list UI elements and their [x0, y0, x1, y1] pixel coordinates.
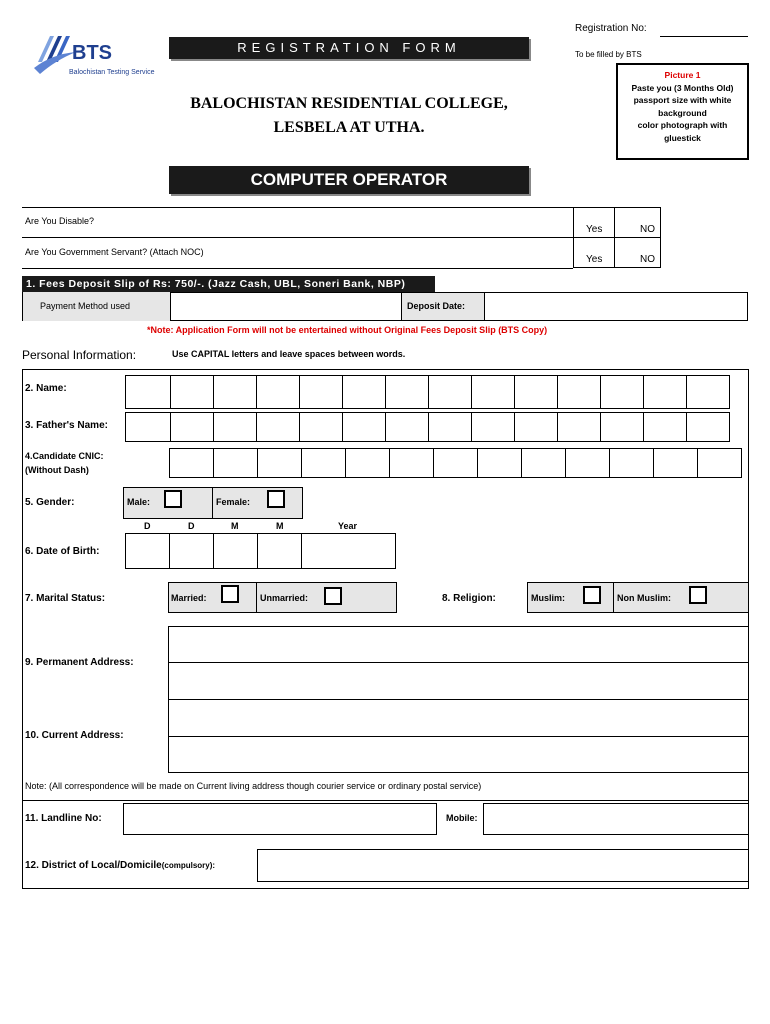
dob-month-label-2: M: [276, 521, 284, 531]
photo-box-title: Picture 1: [664, 70, 701, 80]
male-label: Male:: [127, 497, 151, 507]
district-compulsory: (compulsory):: [161, 861, 216, 870]
form-title: REGISTRATION FORM: [237, 40, 461, 55]
college-name-line1: BALOCHISTAN RESIDENTIAL COLLEGE,: [190, 95, 508, 112]
permanent-address-label: 9. Permanent Address:: [25, 657, 134, 668]
personal-info-heading: Personal Information:: [22, 348, 137, 362]
landline-input[interactable]: [123, 803, 437, 835]
college-name-line2: LESBELA AT UTHA.: [273, 119, 425, 136]
bts-logo: [32, 32, 162, 82]
muslim-label: Muslim:: [531, 593, 566, 603]
landline-label: 11. Landline No:: [25, 813, 102, 824]
religion-label: 8. Religion:: [442, 593, 496, 604]
non-muslim-label: Non Muslim:: [617, 593, 671, 603]
disable-yes[interactable]: Yes: [586, 224, 603, 235]
unmarried-label: Unmarried:: [260, 593, 309, 603]
name-boxes[interactable]: [125, 375, 729, 409]
district-input[interactable]: [257, 849, 749, 882]
male-checkbox[interactable]: [164, 490, 182, 508]
current-address-line1[interactable]: [168, 699, 749, 737]
deposit-date-input[interactable]: [485, 293, 747, 320]
father-name-label: 3. Father's Name:: [25, 420, 108, 431]
post-title-bar: [169, 166, 529, 194]
married-label: Married:: [171, 593, 207, 603]
permanent-address-line2[interactable]: [168, 662, 749, 700]
disable-no[interactable]: NO: [640, 224, 655, 235]
photo-box-line1: Paste you (3 Months Old): [631, 82, 734, 93]
mobile-input[interactable]: [483, 803, 749, 835]
current-address-label: 10. Current Address:: [25, 730, 124, 741]
cnic-label: [25, 449, 104, 477]
cnic-boxes[interactable]: [169, 448, 741, 478]
fees-note: *Note: Application Form will not be entertained without Original Fees Deposit Slip (BTS Copy): [147, 325, 548, 335]
post-title: COMPUTER OPERATOR: [250, 170, 448, 189]
deposit-date-label: Deposit Date:: [407, 301, 466, 311]
photo-box-line4: color photograph with: [637, 120, 728, 130]
disable-question: Are You Disable?: [25, 216, 95, 226]
name-label: 2. Name:: [25, 383, 67, 394]
address-note: Note: (All correspondence will be made on Current living address though courier service or ordinary postal service): [25, 781, 482, 791]
permanent-address-line1[interactable]: [168, 626, 749, 663]
photo-box-line3: background: [658, 107, 707, 118]
current-address-line2[interactable]: [168, 736, 749, 773]
capital-letters-instruction: Use CAPITAL letters and leave spaces between words.: [172, 349, 406, 359]
mobile-label: Mobile:: [446, 813, 478, 823]
govt-servant-no[interactable]: NO: [640, 254, 655, 265]
form-title-bar: [169, 37, 529, 59]
cnic-label-line2: (Without Dash): [25, 465, 89, 475]
muslim-checkbox[interactable]: [583, 586, 601, 604]
govt-servant-question: Are You Government Servant? (Attach NOC): [25, 247, 204, 257]
dob-day-label-1: D: [144, 521, 151, 531]
to-be-filled-note: To be filled by BTS: [575, 50, 642, 59]
district-label: [25, 860, 215, 871]
fees-header: 1. Fees Deposit Slip of Rs: 750/-. (Jazz Cash, UBL, Soneri Bank, NBP): [26, 278, 406, 290]
logo-subtitle: Balochistan Testing Service: [69, 69, 155, 76]
district-label-text: 12. District of Local/Domicile: [25, 860, 162, 871]
unmarried-checkbox[interactable]: [324, 587, 342, 605]
payment-method-label: Payment Method used: [40, 301, 131, 311]
registration-no-label: Registration No:: [575, 23, 647, 34]
dob-day-label-2: D: [188, 521, 195, 531]
photo-box[interactable]: [616, 63, 749, 160]
photo-box-line5: gluestick: [664, 132, 701, 143]
female-label: Female:: [216, 497, 251, 507]
dob-label: 6. Date of Birth:: [25, 546, 100, 557]
married-checkbox[interactable]: [221, 585, 239, 603]
registration-no-field[interactable]: [660, 36, 748, 37]
gender-label: 5. Gender:: [25, 497, 75, 508]
marital-status-label: 7. Marital Status:: [25, 593, 106, 604]
dob-year-label: Year: [338, 521, 358, 531]
photo-box-line2: passport size with white: [633, 95, 732, 105]
dob-boxes[interactable]: [125, 533, 395, 569]
father-name-boxes[interactable]: [125, 412, 729, 442]
non-muslim-checkbox[interactable]: [689, 586, 707, 604]
fees-header-bar: [22, 276, 435, 292]
female-checkbox[interactable]: [267, 490, 285, 508]
dob-month-label-1: M: [231, 521, 239, 531]
govt-servant-yes[interactable]: Yes: [586, 254, 603, 265]
cnic-label-line1: 4.Candidate CNIC:: [25, 451, 104, 461]
college-name: [169, 92, 529, 140]
logo-text: BTS: [72, 42, 112, 64]
payment-method-input[interactable]: [171, 293, 401, 320]
